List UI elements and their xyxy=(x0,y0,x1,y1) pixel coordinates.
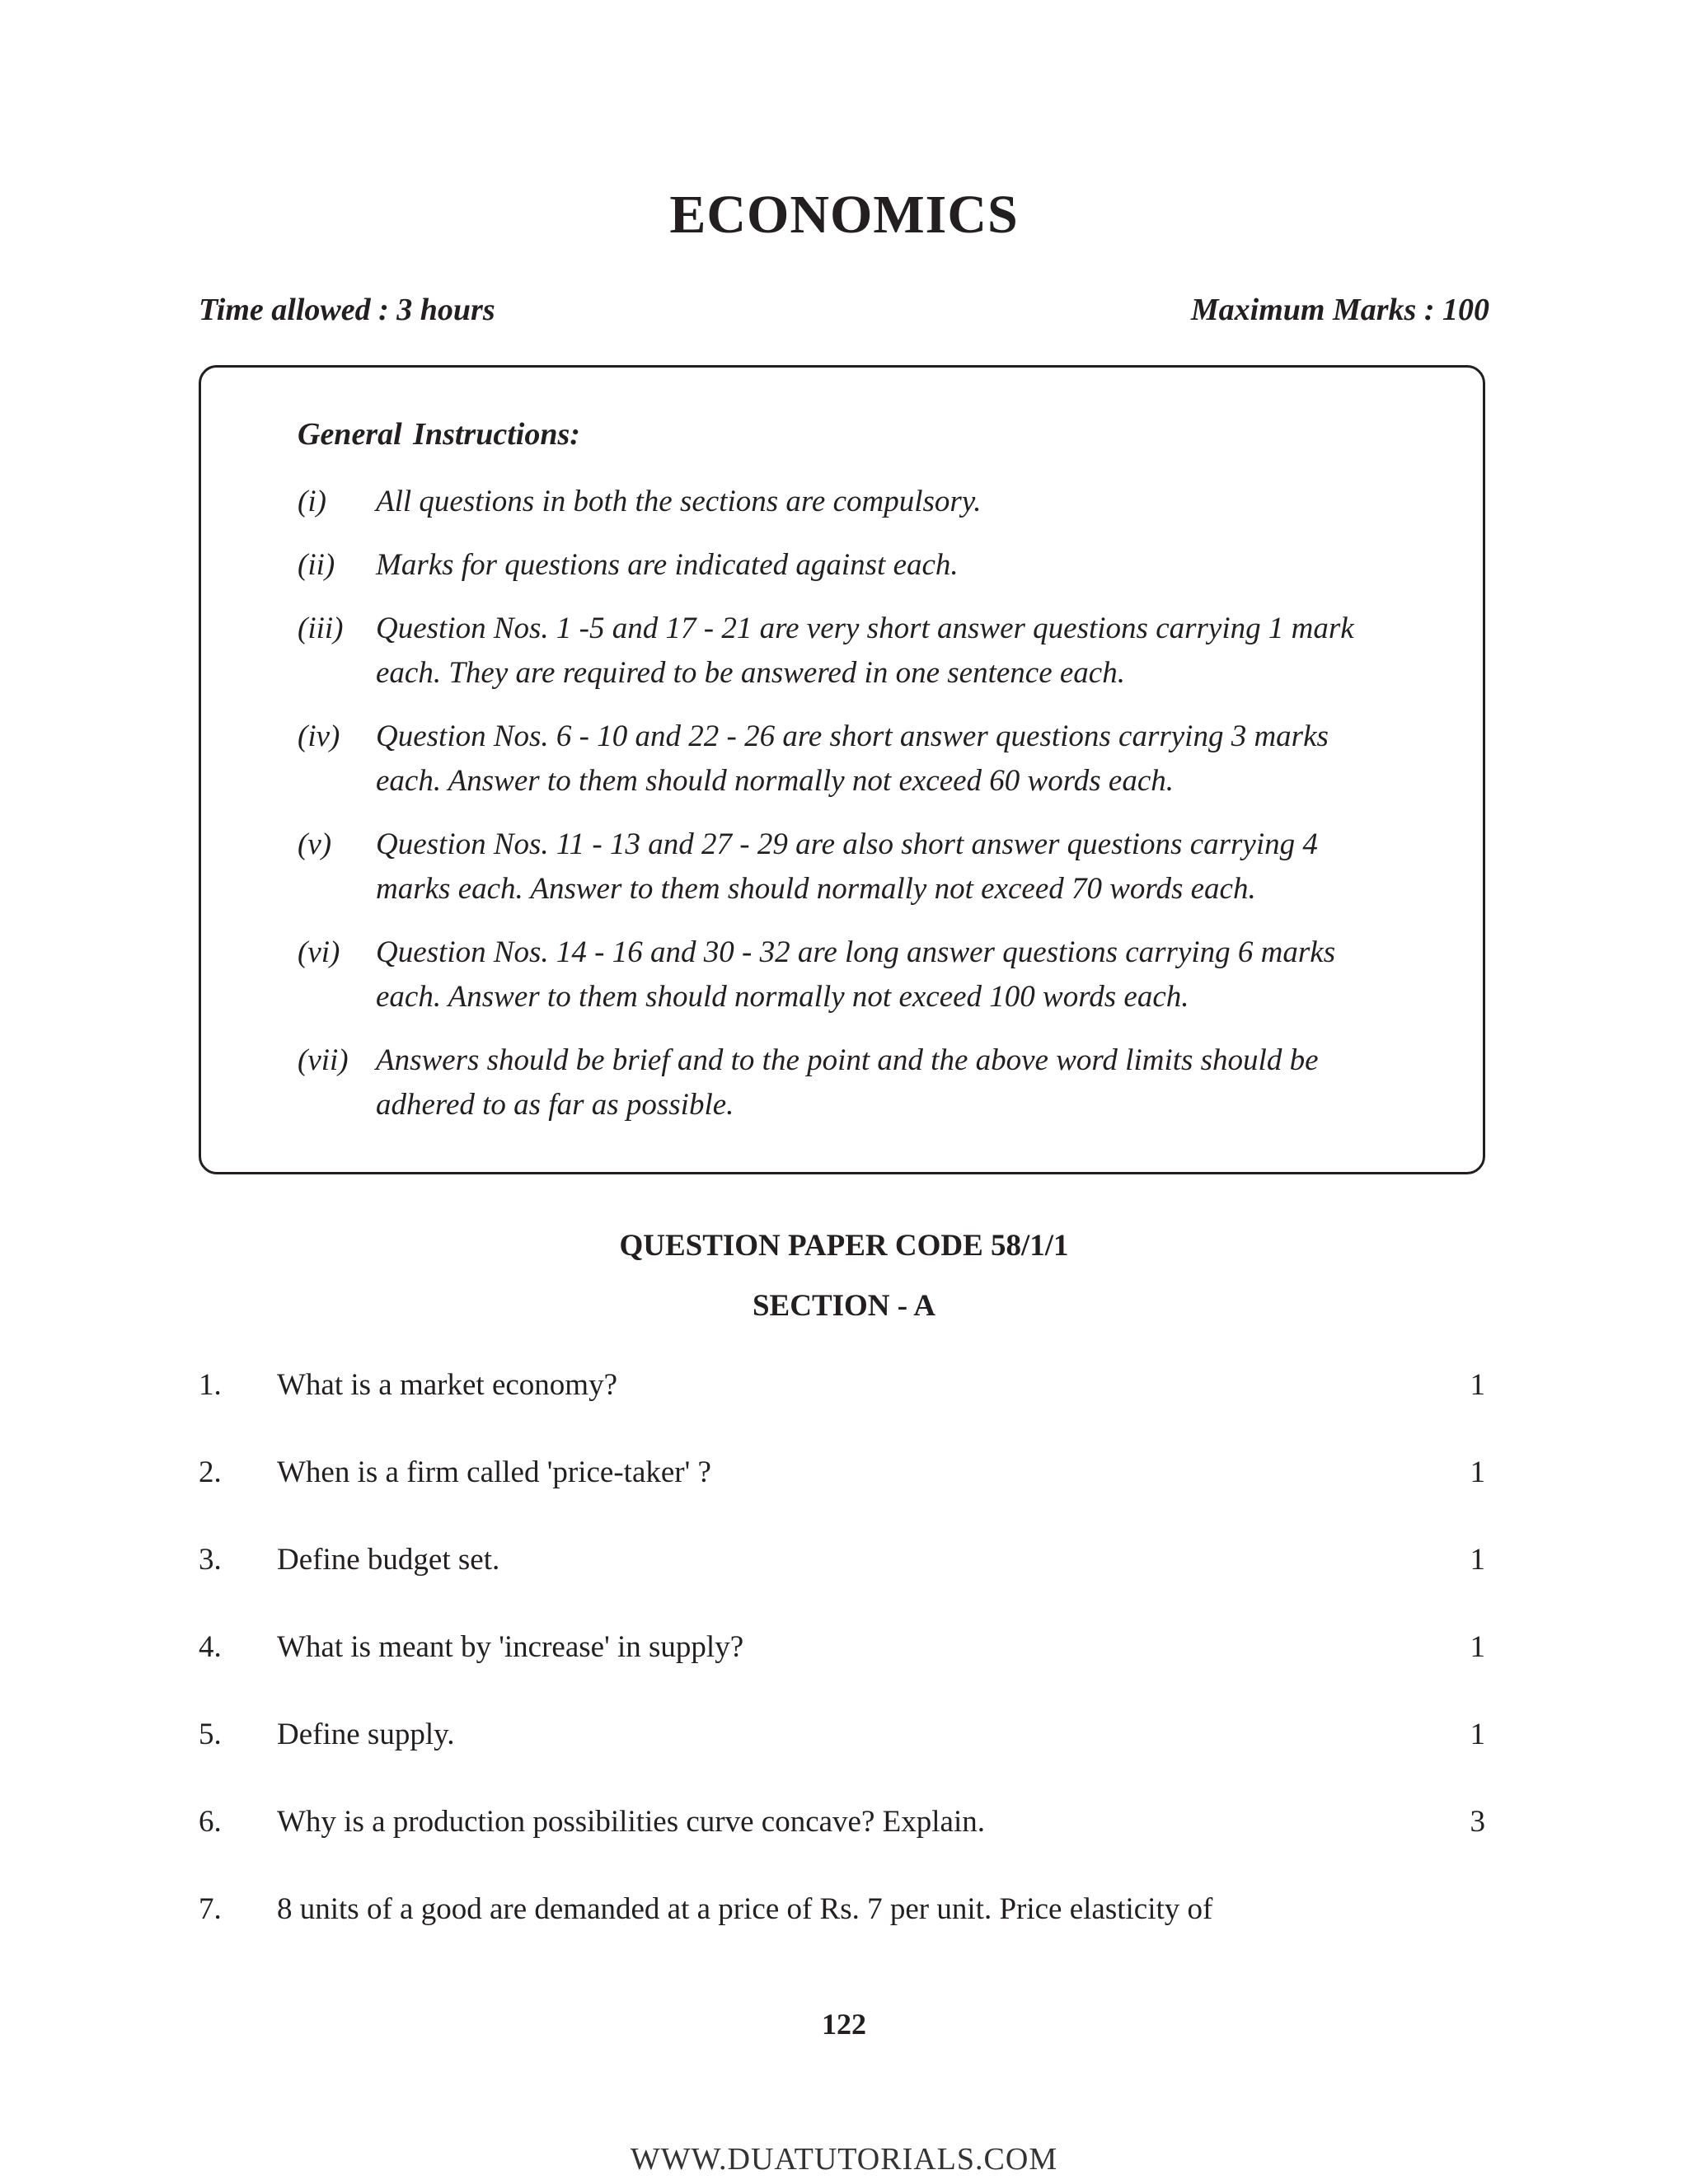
instruction-item xyxy=(298,1038,1394,1127)
question-marks: 1 xyxy=(1470,1455,1485,1489)
page-title: ECONOMICS xyxy=(669,185,1019,245)
instruction-item xyxy=(298,543,1394,588)
instruction-text: Marks for questions are indicated against each. xyxy=(376,548,959,582)
instructions-list xyxy=(298,480,1394,1146)
question-row xyxy=(199,1452,1485,1493)
section-title: SECTION - A xyxy=(752,1289,936,1323)
question-text: Define supply. xyxy=(277,1718,455,1751)
instruction-text: Answers should be brief and to the point and the above word limits should be adhered to as far as possible. xyxy=(376,1043,1319,1122)
question-marks: 1 xyxy=(1470,1630,1485,1664)
website-footer: WWW.DUATUTORIALS.COM xyxy=(630,2142,1058,2177)
question-number: 2. xyxy=(199,1455,222,1489)
question-number: 7. xyxy=(199,1892,222,1926)
question-paper-code: QUESTION PAPER CODE 58/1/1 xyxy=(619,1229,1069,1263)
question-marks: 1 xyxy=(1470,1368,1485,1402)
instructions-heading: General Instructions: xyxy=(298,417,580,452)
question-number: 6. xyxy=(199,1805,222,1839)
question-row xyxy=(199,1714,1485,1755)
question-marks: 3 xyxy=(1470,1805,1485,1839)
page-number: 122 xyxy=(822,2008,866,2041)
instruction-text: Question Nos. 1 -5 and 17 - 21 are very short answer questions carrying 1 mark each. They are required to be answered in one sentence each. xyxy=(376,612,1354,690)
instruction-number: (iv) xyxy=(298,719,340,753)
instruction-text: Question Nos. 11 - 13 and 27 - 29 are also short answer questions carrying 4 marks each. Answer to them should normally not exceed 70 words each. xyxy=(376,827,1318,906)
instruction-text: Question Nos. 14 - 16 and 30 - 32 are long answer questions carrying 6 marks each. Answer to them should normally not exceed 100 words each. xyxy=(376,935,1336,1014)
instruction-number: (vii) xyxy=(298,1043,349,1077)
question-number: 1. xyxy=(199,1368,222,1402)
question-text: When is a firm called 'price-taker' ? xyxy=(277,1455,711,1489)
question-marks: 1 xyxy=(1470,1718,1485,1751)
question-row xyxy=(199,1802,1485,1843)
instructions-box xyxy=(199,365,1485,1174)
maximum-marks: Maximum Marks : 100 xyxy=(1190,293,1489,327)
question-number: 5. xyxy=(199,1718,222,1751)
instruction-item xyxy=(298,607,1394,696)
question-text: What is meant by 'increase' in supply? xyxy=(277,1630,744,1664)
question-number: 4. xyxy=(199,1630,222,1664)
question-row xyxy=(199,1365,1485,1406)
instruction-item xyxy=(298,930,1394,1019)
instruction-number: (vi) xyxy=(298,935,340,969)
question-text: What is a market economy? xyxy=(277,1368,617,1402)
instruction-text: Question Nos. 6 - 10 and 22 - 26 are short answer questions carrying 3 marks each. Answer to them should normally not exceed 60 words each. xyxy=(376,719,1329,798)
question-row xyxy=(199,1627,1485,1668)
instruction-item xyxy=(298,480,1394,524)
time-allowed: Time allowed : 3 hours xyxy=(199,293,495,327)
question-number: 3. xyxy=(199,1543,222,1577)
question-marks: 1 xyxy=(1470,1543,1485,1577)
instruction-item xyxy=(298,823,1394,912)
question-text: Why is a production possibilities curve concave? Explain. xyxy=(277,1805,985,1839)
instruction-number: (v) xyxy=(298,827,332,861)
question-row xyxy=(199,1540,1485,1581)
instruction-item xyxy=(298,715,1394,804)
instruction-number: (ii) xyxy=(298,548,335,582)
question-text: Define budget set. xyxy=(277,1543,500,1577)
instruction-number: (i) xyxy=(298,485,326,518)
question-row xyxy=(199,1889,1485,1930)
question-text: 8 units of a good are demanded at a price of Rs. 7 per unit. Price elasticity of xyxy=(277,1892,1213,1926)
instruction-text: All questions in both the sections are compulsory. xyxy=(376,485,982,518)
instruction-number: (iii) xyxy=(298,612,344,645)
